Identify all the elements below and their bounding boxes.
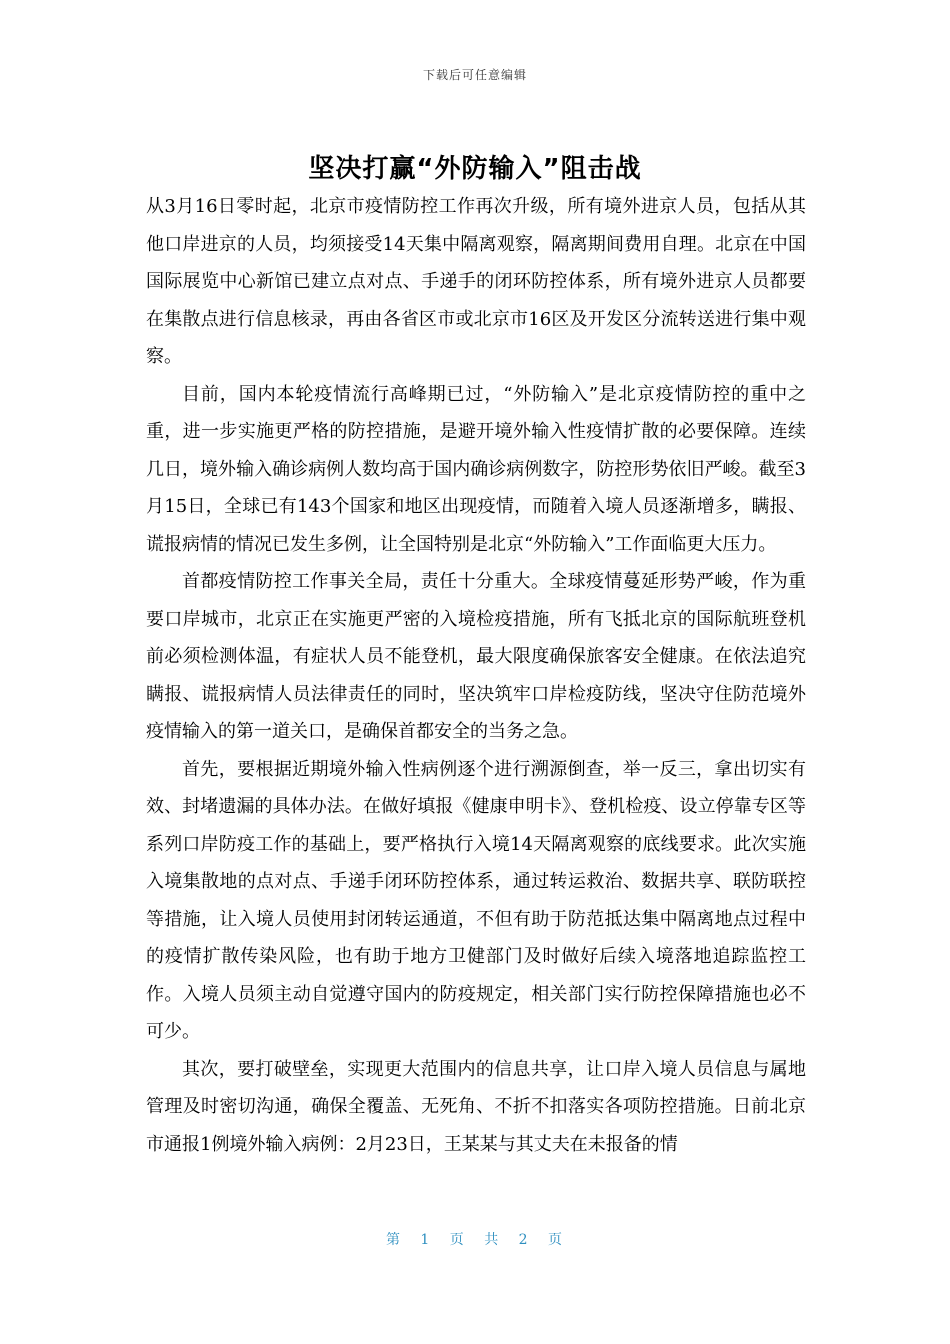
- document-title: 坚决打赢“外防输入”阻击战: [308, 154, 642, 184]
- paragraph: 首都疫情防控工作事关全局，责任十分重大。全球疫情蔓延形势严峻，作为重要口岸城市，北京正在实施更严密的入境检疫措施，所有飞抵北京的国际航班登机前必须检测体温，有症状人员不能登机，最大限度确保旅客安全健康。在依法追究瞒报、谎报病情人员法律责任的同时，坚决筑牢口岸检疫防线，坚决守住防范境外疫情输入的第一道关口，是确保首都安全的当务之急。: [146, 571, 806, 742]
- page-label: 页: [449, 1232, 466, 1248]
- page-label: 共: [484, 1232, 501, 1248]
- page-label: 第: [385, 1232, 402, 1248]
- total-pages-number: 2: [518, 1232, 530, 1248]
- page-footer: [0, 1229, 950, 1249]
- page-label: 页: [548, 1232, 565, 1248]
- paragraph: 目前，国内本轮疫情流行高峰期已过，“外防输入”是北京疫情防控的重中之重，进一步实施更严格的防控措施，是避开境外输入性疫情扩散的必要保障。连续几日，境外输入确诊病例人数均高于国内确诊病例数字，防控形势依旧严峻。截至3月15日，全球已有143个国家和地区出现疫情，而随着入境人员逐渐增多，瞒报、谎报病情的情况已发生多例，让全国特别是北京“外防输入”工作面临更大压力。: [146, 383, 806, 555]
- current-page-number: 1: [420, 1232, 432, 1248]
- paragraph: 其次，要打破壁垒，实现更大范围内的信息共享，让口岸入境人员信息与属地管理及时密切沟通，确保全覆盖、无死角、不折不扣落实各项防控措施。日前北京市通报1例境外输入病例：2月23日，王某某与其丈夫在未报备的情: [146, 1058, 806, 1155]
- header-note: 下载后可任意编辑: [422, 68, 527, 82]
- paragraph: 从3月16日零时起，北京市疫情防控工作再次升级，所有境外进京人员，包括从其他口岸进京的人员，均须接受14天集中隔离观察，隔离期间费用自理。北京在中国国际展览中心新馆已建立点对点、手递手的闭环防控体系，所有境外进京人员都要在集散点进行信息核录，再由各省区市或北京市16区及开发区分流转送进行集中观察。: [146, 196, 806, 367]
- paragraph: 首先，要根据近期境外输入性病例逐个进行溯源倒查，举一反三，拿出切实有效、封堵遗漏的具体办法。在做好填报《健康申明卡》、登机检疫、设立停靠专区等系列口岸防疫工作的基础上，要严格执行入境14天隔离观察的底线要求。此次实施入境集散地的点对点、手递手闭环防控体系，通过转运救治、数据共享、联防联控等措施，让入境人员使用封闭转运通道，不但有助于防范抵达集中隔离地点过程中的疫情扩散传染风险，也有助于地方卫健部门及时做好后续入境落地追踪监控工作。入境人员须主动自觉遵守国内的防疫规定，相关部门实行防控保障措施也必不可少。: [146, 758, 806, 1042]
- document-body: [146, 188, 806, 1163]
